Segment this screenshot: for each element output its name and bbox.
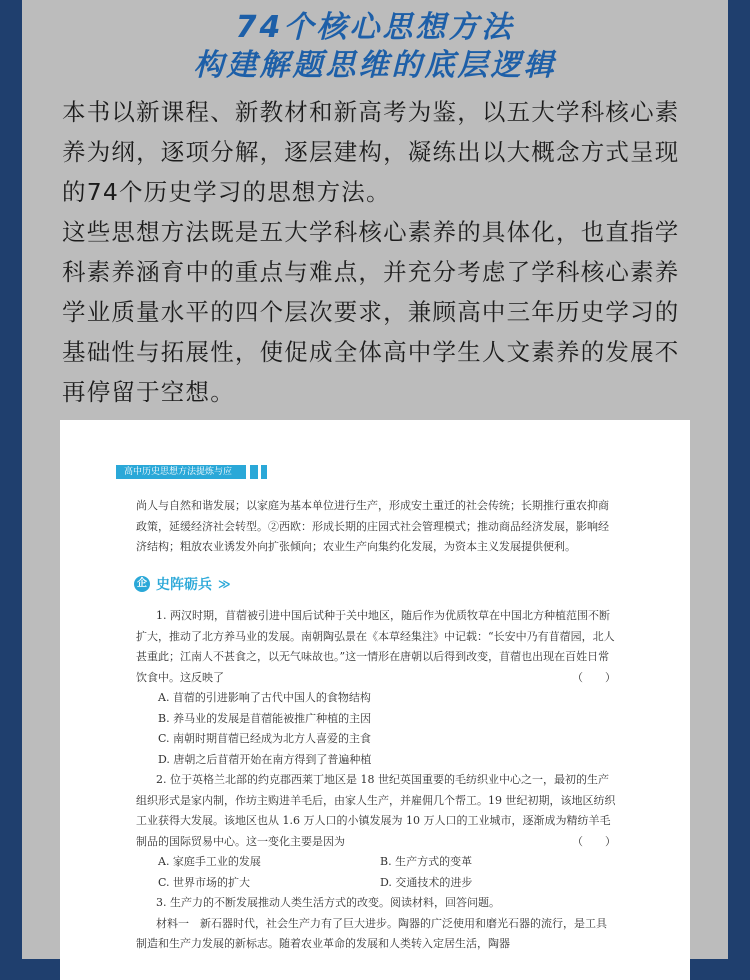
header-square-decoration (261, 465, 267, 479)
question-1-text: 1. 两汉时期，苜蓿被引进中国后试种于关中地区，随后作为优质牧草在中国北方种植范围不断扩大，推动了北方养马业的发展。南朝陶弘景在《本草经集注》中记载：“长安中乃有苜蓿园，北人甚重此；江南人不甚食之，以无气味故也。”这一情形在唐朝以后得到改变，苜蓿也出现在百姓日常饮食中。这反映了 (136, 609, 615, 684)
section-heading (134, 574, 231, 594)
q2-option-c: C. 世界市场的扩大 (158, 875, 251, 889)
q1-option-d: D. 唐朝之后苜蓿开始在南方得到了普遍种植 (158, 752, 372, 766)
book-header-label: 高中历史思想方法提炼与应用 (116, 465, 246, 479)
section-title: 史阵砺兵 (156, 577, 212, 593)
book-running-header (116, 464, 267, 491)
intro-text (62, 92, 702, 412)
intro-paragraph-1: 本书以新课程、新教材和新高考为鉴，以五大学科核心素养为纲，逐项分解，逐层建构，凝练出以大概念方式呈现的74个历史学习的思想方法。 (62, 98, 680, 206)
answer-bracket: （ ） (572, 834, 616, 848)
question-3: 3. 生产力的不断发展推动人类生活方式的改变。阅读材料，回答问题。 (156, 896, 500, 909)
double-chevron-right-icon: ≫ (218, 577, 231, 591)
material-1: 材料一 新石器时代，社会生产力有了巨大进步。陶器的广泛使用和磨光石器的流行，是工具制造和生产力发展的新标志。随着农业革命的发展和人类转入定居生活，陶器 (136, 916, 607, 950)
book-page-preview (60, 420, 690, 980)
q1-option-b: B. 养马业的发展是苜蓿能被推广种植的主因 (158, 711, 372, 725)
q1-option-c: C. 南朝时期苜蓿已经成为北方人喜爱的主食 (158, 732, 372, 745)
header-square-decoration (250, 465, 258, 479)
headline-line-1: 74个核心思想方法 (235, 10, 515, 45)
q2-option-b: B. 生产方式的变革 (380, 855, 473, 868)
book-intro-paragraph: 尚人与自然和谐发展；以家庭为基本单位进行生产，形成安土重迁的社会传统；长期推行重农抑商政策，延缓经济社会转型。②西欧：形成长期的庄园式社会管理模式；推动商品经济发展，影响经济结构；粗放农业诱发外向扩张倾向；农业生产向集约化发展，为资本主义发展提供便利。 (136, 499, 609, 553)
question-block (136, 606, 616, 955)
intro-paragraph-2: 这些思想方法既是五大学科核心素养的具体化，也直指学科素养涵育中的重点与难点，并充分考虑了学科核心素养学业质量水平的四个层次要求，兼顾高中三年历史学习的基础性与拓展性，使促成全体高中学生人文素养的发展不再停留于空想。 (62, 218, 680, 406)
q1-option-a: A. 苜蓿的引进影响了古代中国人的食物结构 (158, 691, 371, 704)
q2-options-row-1 (136, 852, 616, 873)
content-panel (22, 0, 728, 959)
q2-option-d: D. 交通技术的进步 (380, 875, 473, 889)
left-frame (0, 0, 22, 959)
question-1 (136, 606, 616, 688)
q2-option-a: A. 家庭手工业的发展 (158, 855, 261, 868)
headline-line-2: 构建解题思维的底层逻辑 (193, 48, 557, 83)
question-2-text: 2. 位于英格兰北部的约克郡西莱丁地区是 18 世纪英国重要的毛纺织业中心之一，最初的生产组织形式是家内制，作坊主购进羊毛后，由家人生产，并雇佣几个帮工。19 世纪初期，该地区纺织工业获得大发展。该地区也从 1.6 万人口的小镇发展为 10 万人口的工业城市，逐渐成为精纺羊毛制品的国际贸易中心。这一变化主要是因为 (136, 773, 616, 848)
answer-bracket: （ ） (572, 670, 616, 684)
right-frame (728, 0, 750, 959)
question-2 (136, 770, 616, 852)
q2-options-row-2 (136, 873, 616, 894)
section-icon: 企 (134, 576, 150, 592)
